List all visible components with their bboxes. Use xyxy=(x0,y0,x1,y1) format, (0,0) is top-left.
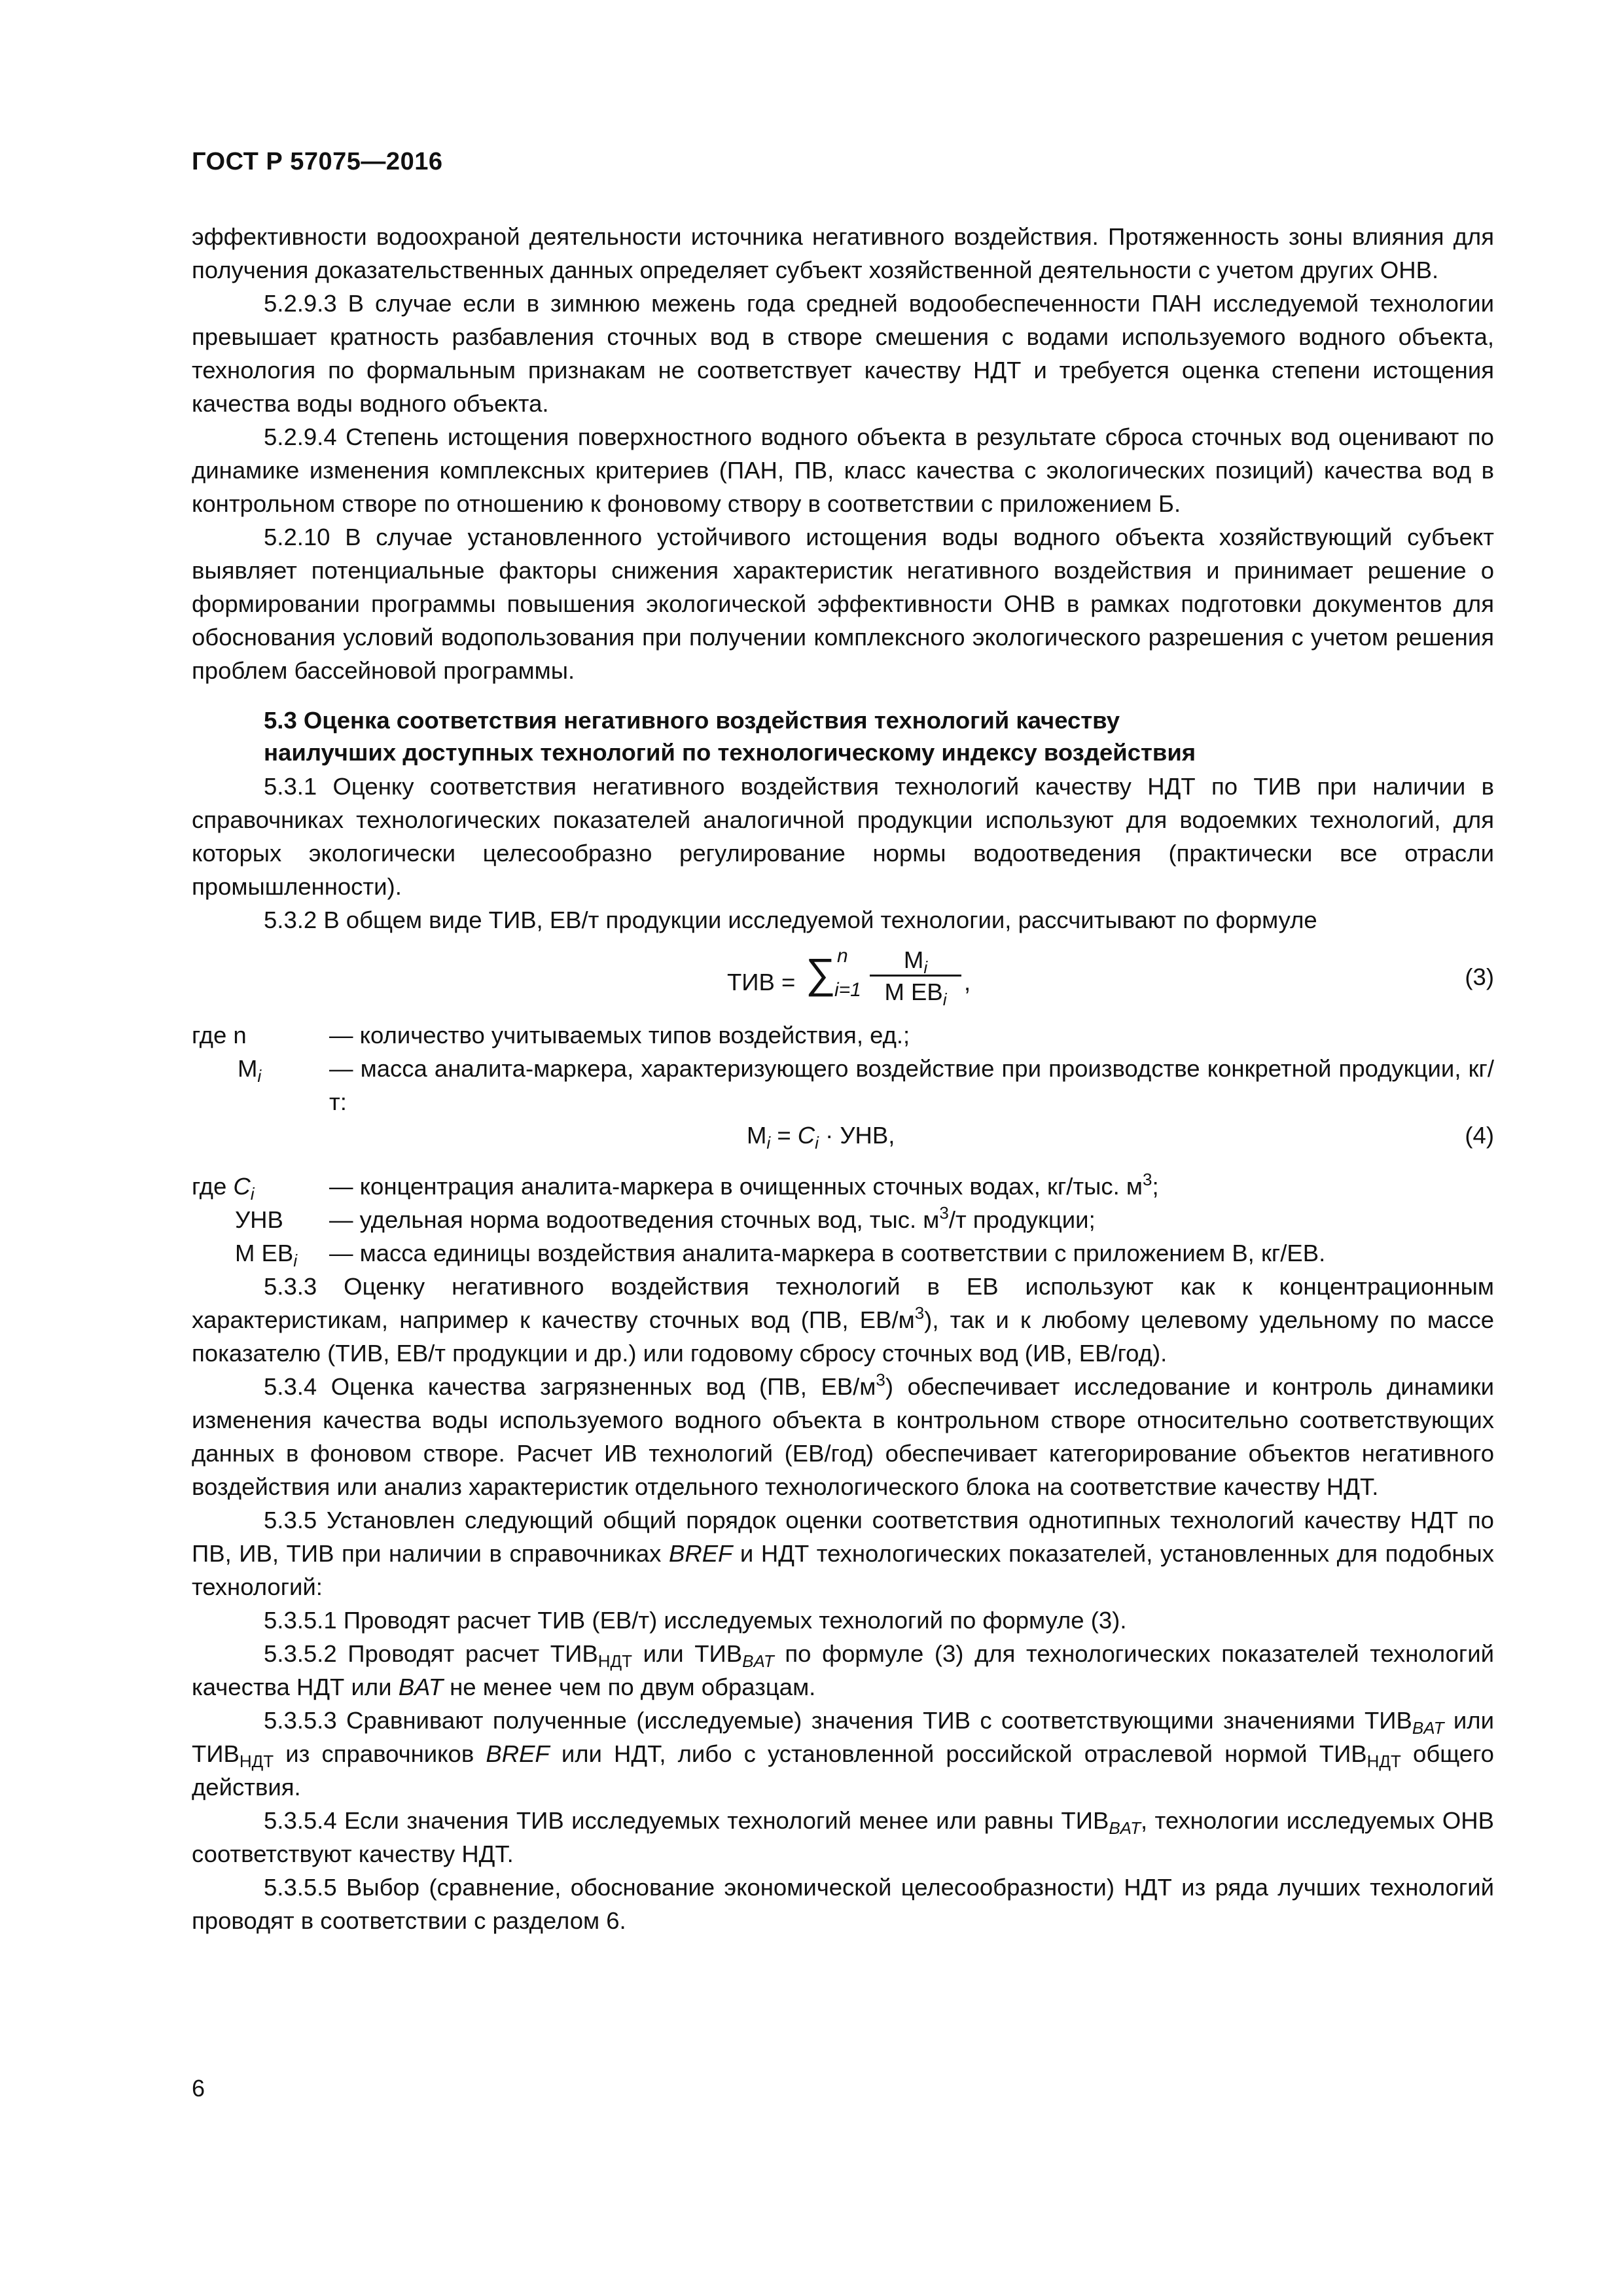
formula-3-comma: , xyxy=(964,969,971,996)
definitions-formula-3 xyxy=(192,1018,1494,1119)
document-header: ГОСТ Р 57075—2016 xyxy=(192,148,443,175)
sum-upper-limit: n xyxy=(837,945,848,967)
definition-symbol: где n xyxy=(192,1022,247,1049)
formula-4-body: $M_i = C_i$ · УНВ, xyxy=(747,1122,895,1153)
section-heading-5-3 xyxy=(192,704,1494,768)
definition-symbol: УНВ xyxy=(235,1206,283,1233)
page-number: 6 xyxy=(192,2075,205,2102)
formula-3-lhs: ТИВ = xyxy=(727,969,796,996)
paragraph-5-3-5-4: 5.3.5.4 Если значения ТИВ исследуемых технологий менее или равны $ТИВ_{BAT}$, технологии исследуемых ОНВ соответствуют качеству НДТ. xyxy=(192,1807,1495,1867)
definition-text: — масса единицы воздействия аналита-маркера в соответствии с приложением В, кг/ЕВ. xyxy=(329,1240,1326,1266)
paragraph-5-2-10: 5.2.10 В случае установленного устойчивого истощения воды водного объекта хозяйствующий субъект выявляет потенциальные факторы снижения характеристик негативного воздействия и принимает решение о формировании программы повышения экологической эффективности ОНВ в рамках подготовки документов для обоснования условий водопользования при получении комплексного экологического разрешения с учетом решения проблем бассейновой программы. xyxy=(192,524,1494,684)
definitions-formula-4 xyxy=(192,1170,1494,1270)
paragraph-5-2-9-4: 5.2.9.4 Степень истощения поверхностного водного объекта в результате сброса сточных вод оценивают по динамике изменения комплексных критериев (ПАН, ПВ, класс качества с экологических позиций) качества вод в контрольном створе по отношению к фоновому створу в соответствии с приложением Б. xyxy=(192,423,1494,517)
paragraph-5-3-5-5: 5.3.5.5 Выбор (сравнение, обоснование экономической целесообразности) НДТ из ряда лучших технологий проводят в соответствии с разделом 6. xyxy=(192,1874,1494,1934)
paragraph-5-3-3: 5.3.3 Оценку негативного воздействия технологий в ЕВ используют как к концентрационным характеристикам, например к качеству сточных вод (ПВ, $ЕВ/м^3$), так и к любому целевому удельному по массе показателю (ТИВ, ЕВ/т продукции и др.) или годовому сбросу сточных вод (ИВ, ЕВ/год). xyxy=(192,1273,1495,1367)
paragraph-5-3-5-3: 5.3.5.3 Сравнивают полученные (исследуемые) значения ТИВ с соответствующими значениями $ТИВ_{BAT}$ или $ТИВ_{НДТ}$ из справочников BREF или НДТ, либо с установленной российской отраслевой нормой $ТИВ_{НДТ}$ общего действия. xyxy=(192,1707,1501,1801)
paragraph-5-3-2: 5.3.2 В общем виде ТИВ, ЕВ/т продукции исследуемой технологии, рассчитывают по формуле xyxy=(264,906,1317,933)
paragraph-5-3-1: 5.3.1 Оценку соответствия негативного воздействия технологий качеству НДТ по ТИВ при наличии в справочниках технологических показателей аналогичной продукции используют для водоемких технологий, для которых экологически целесообразно регулирование нормы водоотведения (практически все отрасли промышленности). xyxy=(192,773,1494,900)
definition-n xyxy=(192,1018,1494,1052)
document-body xyxy=(192,220,1501,1937)
paragraph-5-3-4: 5.3.4 Оценка качества загрязненных вод (ПВ, $ЕВ/м^3$) обеспечивает исследование и контроль динамики изменения качества воды используемого водного объекта в контрольном створе относительно соответствующих данных в фоновом створе. Расчет ИВ технологий (ЕВ/год) обеспечивает категорирование объектов негативного воздействия или анализ характеристик отдельного технологического блока на соответствие качеству НДТ. xyxy=(192,1370,1494,1500)
formula-3 xyxy=(192,941,1494,1016)
fraction-numerator: $M_i$ xyxy=(903,946,928,977)
paragraph-5-3-5-2: 5.3.5.2 Проводят расчет $ТИВ_{НДТ}$ или $ТИВ_{BAT}$ по формуле (3) для технологических показателей технологий качества НДТ или BAT не менее чем по двум образцам. xyxy=(192,1640,1501,1700)
definition-unv xyxy=(192,1203,1494,1236)
paragraph-continuation: эффективности водоохраной деятельности источника негативного воздействия. Протяженность зоны влияния для получения доказательственных данных определяет субъект хозяйственной деятельности с учетом других ОНВ. xyxy=(192,223,1494,283)
definition-text: — количество учитываемых типов воздействия, ед.; xyxy=(329,1022,910,1049)
definition-ci xyxy=(192,1170,1494,1203)
paragraph-5-2-9-3: 5.2.9.3 В случае если в зимнюю межень года средней водообеспеченности ПАН исследуемой технологии превышает кратность разбавления сточных вод в створе смешения с водами используемого водного объекта, технология по формальным признакам не соответствует качеству НДТ и требуется оценка степени истощения качества воды водного объекта. xyxy=(192,290,1494,417)
formula-3-fraction xyxy=(870,946,961,1008)
formula-3-number: (3) xyxy=(1465,963,1494,990)
section-heading-line-1: 5.3 Оценка соответствия негативного воздействия технологий качеству xyxy=(264,707,1120,734)
definition-mevi xyxy=(192,1236,1494,1270)
formula-4 xyxy=(192,1119,1494,1157)
definition-symbol: $M_i$ xyxy=(238,1055,262,1086)
paragraph-5-3-5-1: 5.3.5.1 Проводят расчет ТИВ (ЕВ/т) исследуемых технологий по формуле (3). xyxy=(264,1607,1127,1634)
definition-text: — удельная норма водоотведения сточных вод, тыс. $м^3/т$ продукции; xyxy=(329,1203,1096,1233)
formula-4-number: (4) xyxy=(1465,1122,1494,1149)
definition-text: — концентрация аналита-маркера в очищенных сточных водах, кг/тыс. $м^3$; xyxy=(329,1170,1159,1200)
sum-symbol: ∑ xyxy=(806,950,836,997)
sum-lower-limit: i=1 xyxy=(834,979,861,1001)
definition-text: — масса аналита-маркера, характеризующего воздействие при производстве конкретной продукции, кг/т: xyxy=(329,1055,1494,1115)
section-heading-line-2: наилучших доступных технологий по технологическому индексу воздействия xyxy=(264,739,1196,766)
fraction-denominator: М $ЕВ_i$ xyxy=(870,975,961,1008)
paragraph-5-3-5: 5.3.5 Установлен следующий общий порядок оценки соответствия однотипных технологий качеству НДТ по ПВ, ИВ, ТИВ при наличии в справочниках BREF и НДТ технологических показателей, установленных для подобных технологий: xyxy=(192,1507,1501,1600)
definition-mi xyxy=(192,1052,1494,1119)
definition-symbol: где $C_i$ xyxy=(192,1173,255,1204)
definition-symbol: М $ЕВ_i$ xyxy=(235,1240,298,1270)
